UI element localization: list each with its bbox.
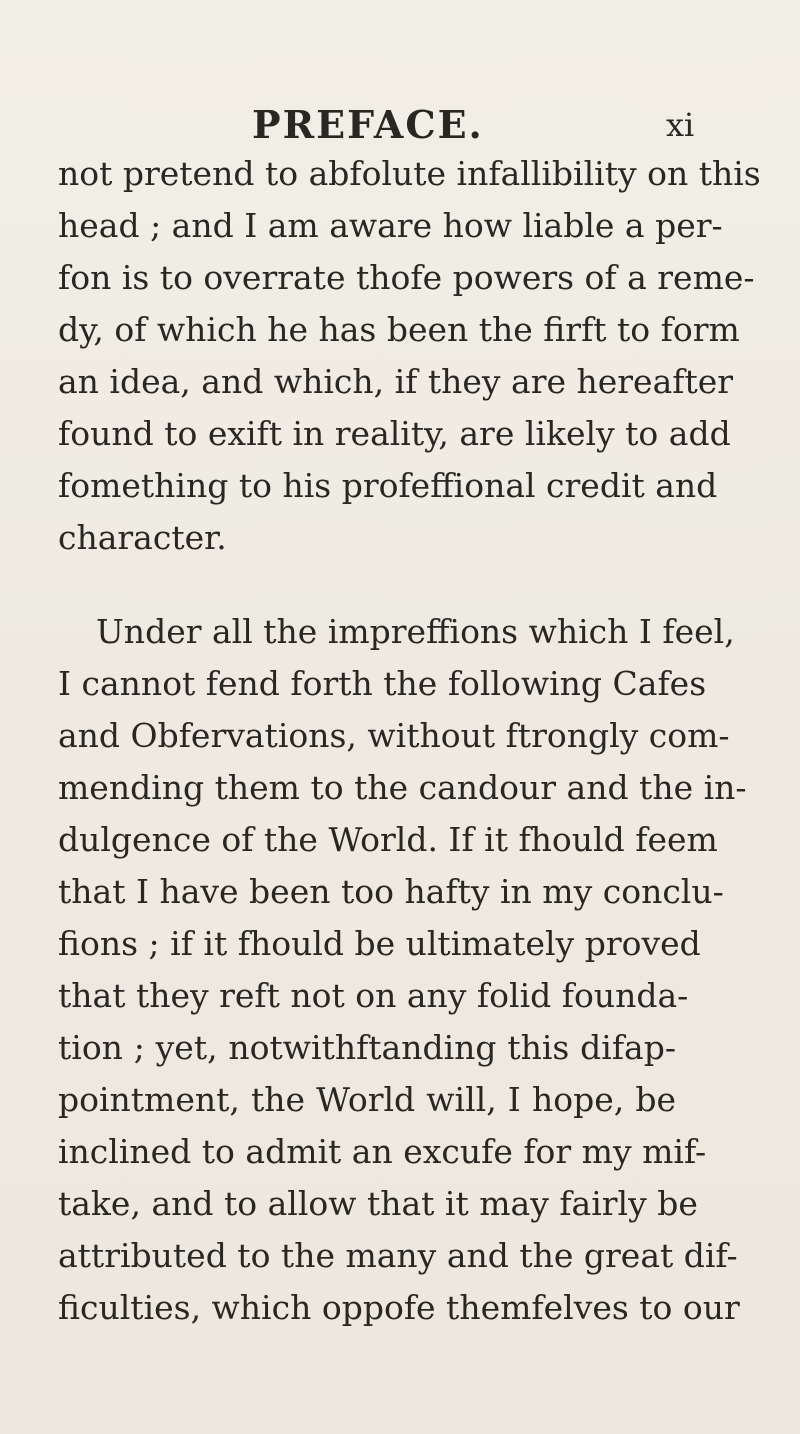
text-line: mending them to the candour and the in- [58,768,747,807]
page-number: xi [666,106,695,144]
text-line: found to exift in reality, are likely to add [58,414,731,453]
text-line: that I have been too hafty in my conclu- [58,872,724,911]
text-line: tion ; yet, notwithftanding this difap- [58,1028,676,1067]
text-line: take, and to allow that it may fairly be [58,1184,698,1223]
running-title: PREFACE. [252,102,484,147]
text-line: dy, of which he has been the firft to form [58,310,740,349]
text-line: dulgence of the World. If it fhould feem [58,820,718,859]
text-line: not pretend to abfolute infallibility on this [58,154,761,193]
text-line: that they reft not on any folid founda- [58,976,689,1015]
text-line: head ; and I am aware how liable a per- [58,206,723,245]
text-line: fomething to his profeffional credit and [58,466,718,505]
text-line: fions ; if it fhould be ultimately proved [58,924,701,963]
text-line: Under all the impreffions which I feel, [96,612,735,651]
text-line: pointment, the World will, I hope, be [58,1080,676,1119]
text-line: I cannot fend forth the following Cafes [58,664,707,703]
text-line: and Obfervations, without ftrongly com- [58,716,730,755]
text-line: inclined to admit an excufe for my mif- [58,1132,707,1171]
text-line: ficulties, which oppofe themfelves to our [58,1288,740,1327]
text-line: attributed to the many and the great dif- [58,1236,738,1275]
text-line: character. [58,518,227,557]
text-line: fon is to overrate thofe powers of a reme- [58,258,755,297]
text-line: an idea, and which, if they are hereafter [58,362,734,401]
